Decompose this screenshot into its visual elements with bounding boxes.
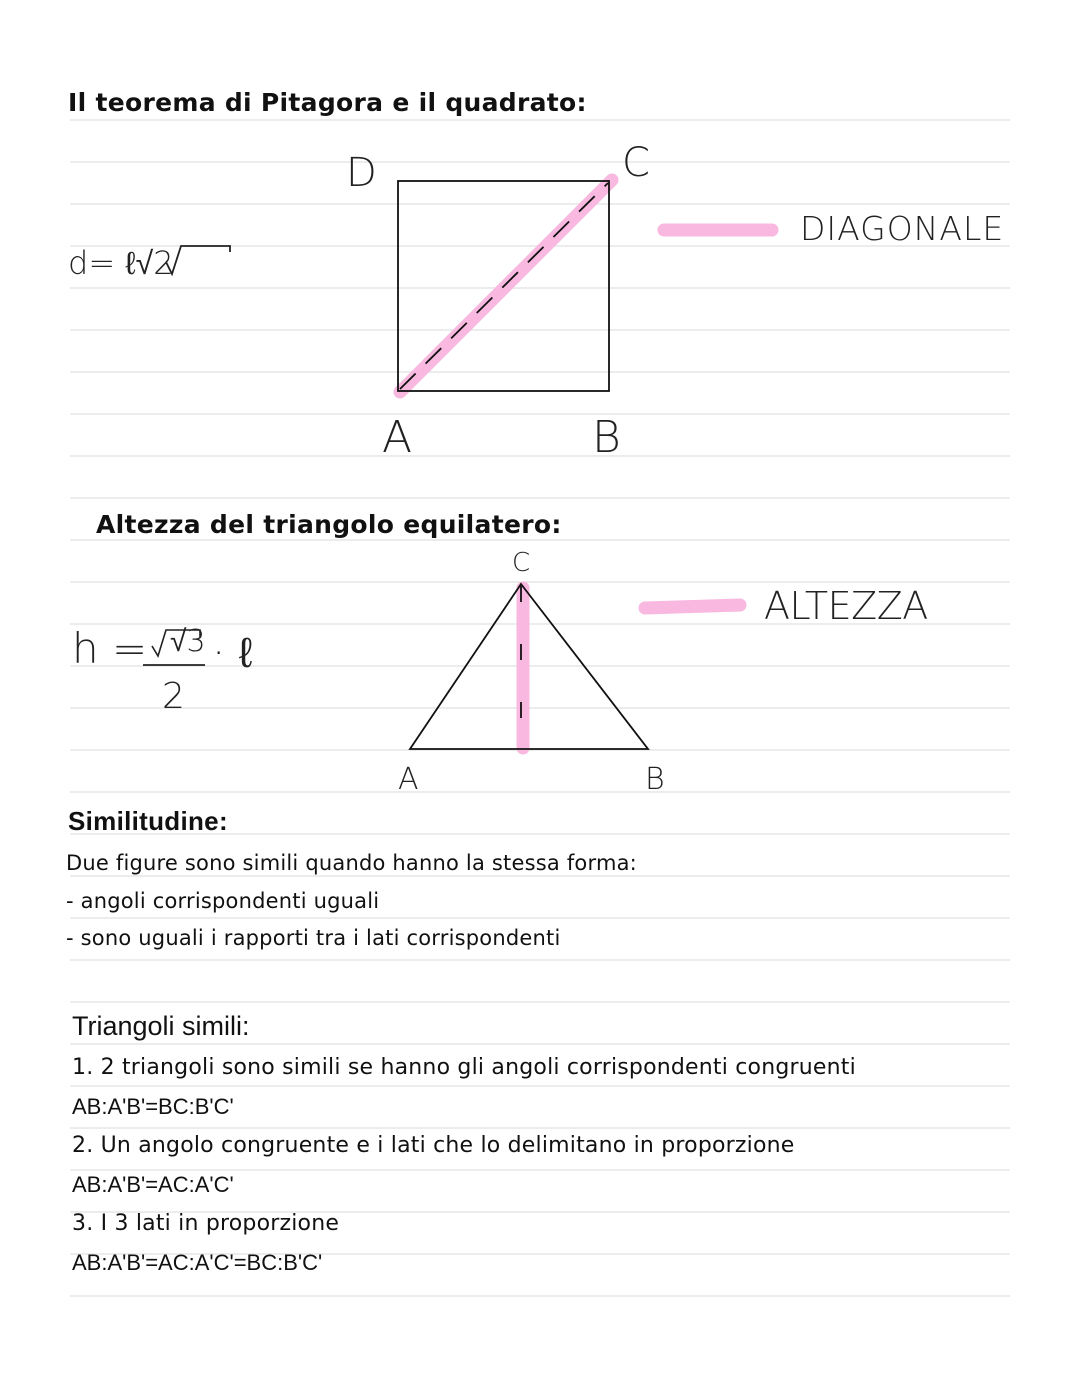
criterio-ratio: AB:A'B'=BC:B'C' — [72, 1094, 234, 1119]
altezza-legend-swatch — [645, 605, 740, 608]
criterio-text: 2. Un angolo congruente e i lati che lo delimitano in proporzione — [72, 1133, 795, 1158]
legend-altezza: ALTEZZA — [764, 584, 928, 628]
pitagora-title: Il teorema di Pitagora e il quadrato: — [68, 88, 587, 117]
criterio-text: 1. 2 triangoli sono simili se hanno gli angoli corrispondenti congruenti — [72, 1055, 856, 1080]
criterio-text: 3. I 3 lati in proporzione — [72, 1211, 340, 1236]
similitudine-point: - angoli corrispondenti uguali — [66, 889, 380, 913]
label-c-triangle: C — [512, 548, 531, 578]
formula-h-denominator: 2 — [162, 676, 185, 717]
triangoli-simili-title: Triangoli simili: — [72, 1011, 250, 1041]
legend-diagonale: DIAGONALE — [800, 209, 1005, 248]
label-a-square: A — [382, 412, 413, 463]
similitudine-title: Similitudine: — [68, 806, 228, 836]
formula-d-root — [166, 246, 230, 274]
formula-diagonal: d= ℓ√2 — [68, 244, 174, 282]
similitudine-point: - sono uguali i rapporti tra i lati corrispondenti — [66, 926, 561, 950]
triangle-diagram — [0, 500, 1080, 800]
criterio-ratio: AB:A'B'=AC:A'C' — [72, 1172, 234, 1197]
diagonal-highlight — [400, 180, 612, 392]
label-a-triangle: A — [398, 762, 419, 797]
label-d: D — [346, 150, 377, 196]
formula-h-tail: · ℓ — [212, 628, 253, 677]
label-b-square: B — [592, 412, 621, 463]
criterio-ratio: AB:A'B'=AC:A'C'=BC:B'C' — [72, 1250, 323, 1275]
similitudine-intro: Due figure sono simili quando hanno la stessa forma: — [66, 851, 637, 875]
label-c-square: C — [622, 140, 650, 186]
formula-h-numerator: √3 — [170, 624, 206, 659]
label-b-triangle: B — [645, 762, 665, 797]
altezza-title: Altezza del triangolo equilatero: — [96, 510, 562, 539]
formula-h-label: h = — [72, 624, 148, 673]
